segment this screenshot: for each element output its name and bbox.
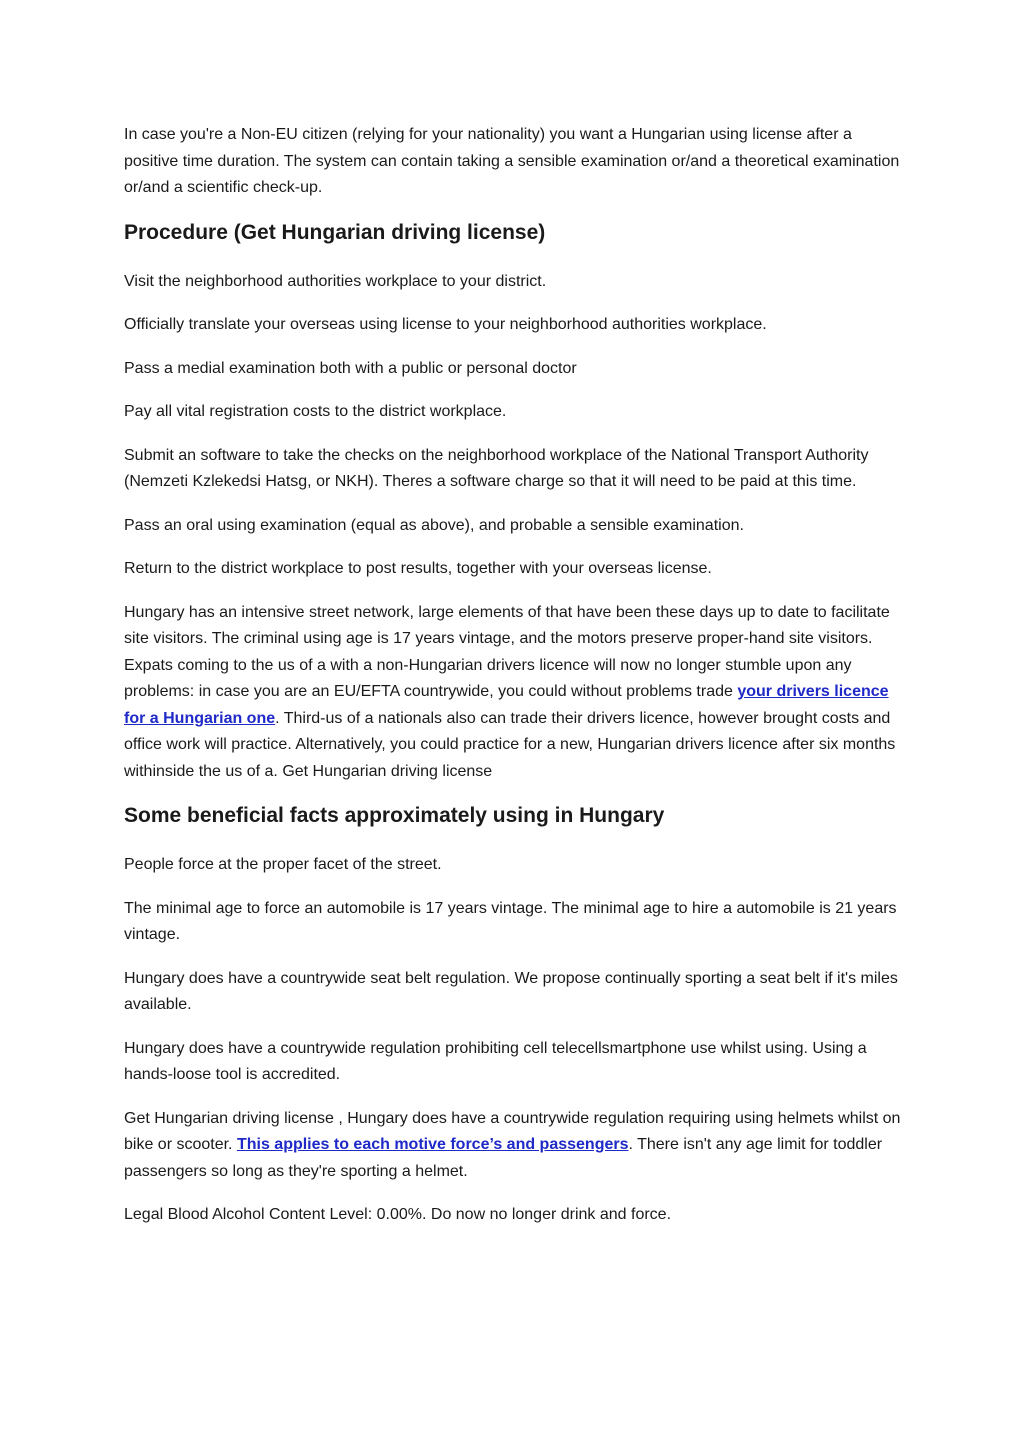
facts-heading: Some beneficial facts approximately using in Hungary <box>124 804 665 827</box>
document-page <box>124 122 904 1246</box>
fact-paragraph: Hungary does have a countrywide seat belt regulation. We propose continually sporting a seat belt if it's miles available. <box>124 969 898 1013</box>
step-paragraph: Pay all vital registration costs to the district workplace. <box>124 403 507 420</box>
licence-exchange-link[interactable]: your drivers licence for a Hungarian one <box>124 683 889 727</box>
procedure-heading: Procedure (Get Hungarian driving license) <box>124 220 546 244</box>
fact-paragraph: People force at the proper facet of the street. <box>124 856 442 873</box>
helmet-text-end: . There isn't any age limit for toddler passengers so long as they're sporting a helmet. <box>124 1136 883 1180</box>
alcohol-paragraph: Legal Blood Alcohol Content Level: 0.00%. Do now no longer drink and force. <box>124 1206 672 1223</box>
helmet-text: Get Hungarian driving license , Hungary does have a countrywide regulation requiring using helmets whilst on bike or scooter. <box>124 1109 901 1153</box>
step-paragraph: Visit the neighborhood authorities workplace to your district. <box>124 272 547 290</box>
helmet-applies-link[interactable]: This applies to each motive force’s and passengers <box>236 1136 629 1153</box>
fact-paragraph: Hungary does have a countrywide regulation prohibiting cell telecellsmartphone use whilst using. Using a hands-loose tool is accredited. <box>124 1039 867 1083</box>
step-paragraph: Return to the district workplace to post results, together with your overseas license. <box>124 560 712 577</box>
intro-paragraph: In case you're a Non-EU citizen (relying for your nationality) you want a Hungarian using license after a positive time duration. The system can contain taking a sensible examination or/and a theoretical examination or/and a scientific check-up. <box>124 126 900 196</box>
road-network-paragraph <box>124 600 904 786</box>
step-paragraph: Pass a medial examination both with a public or personal doctor <box>124 359 577 377</box>
helmet-paragraph <box>124 1106 904 1186</box>
road-network-text: Hungary has an intensive street network, large elements of that have been these days up to date to facilitate site visitors. The criminal using age is 17 years vintage, and the motors preserve proper-hand site visitors. Expats coming to the us of a with a non-Hungarian drivers licence will now no longer stumble upon any problems: in case you are an EU/EFTA countrywide, you could without problems trade <box>124 603 890 700</box>
road-network-text-end: . Third-us of a nationals also can trade their drivers licence, however brought costs and office work will practice. Alternatively, you could practice for a new, Hungarian drivers licence after six months withinside the us of a. Get Hungarian driving license <box>124 709 896 780</box>
step-paragraph: Pass an oral using examination (equal as above), and probable a sensible examination. <box>124 516 744 534</box>
step-paragraph: Officially translate your overseas using license to your neighborhood authorities workplace. <box>124 316 767 333</box>
fact-paragraph: The minimal age to force an automobile is 17 years vintage. The minimal age to hire a automobile is 21 years vintage. <box>124 899 897 943</box>
step-paragraph: Submit an software to take the checks on the neighborhood workplace of the National Transport Authority (Nemzeti Kzlekedsi Hatsg, or NKH). Theres a software charge so that it will need to be paid at this time. <box>124 446 869 490</box>
